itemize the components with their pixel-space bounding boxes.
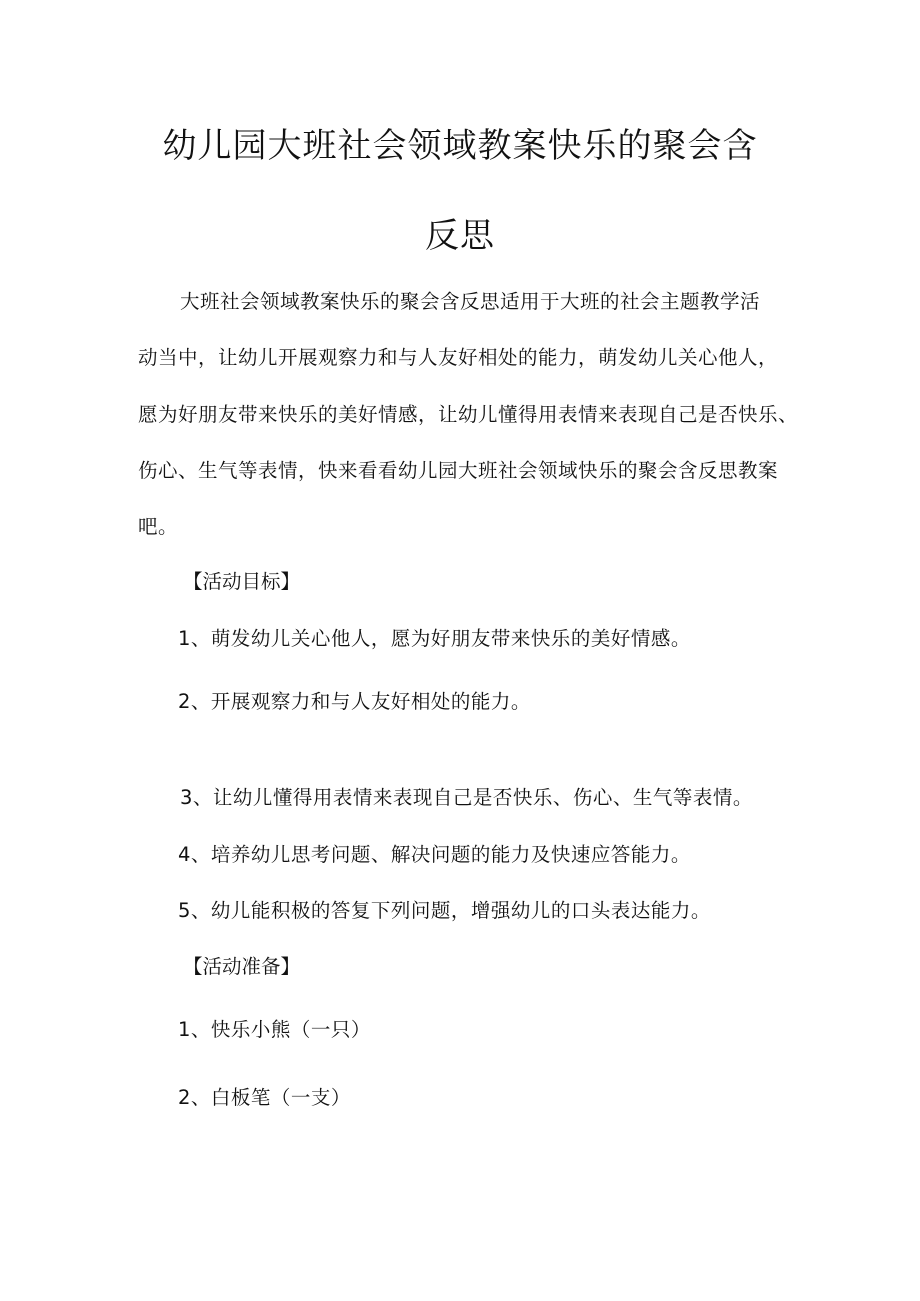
goal-item: 1、萌发幼儿关心他人，愿为好朋友带来快乐的美好情感。 bbox=[178, 627, 691, 650]
goal-item: 3、让幼儿懂得用表情来表现自己是否快乐、伤心、生气等表情。 bbox=[180, 786, 753, 809]
goal-item: 5、幼儿能积极的答复下列问题，增强幼儿的口头表达能力。 bbox=[178, 899, 711, 922]
intro-paragraph-line: 大班社会领域教案快乐的聚会含反思适用于大班的社会主题教学活 bbox=[180, 290, 761, 313]
preparation-item: 2、白板笔（一支） bbox=[178, 1086, 351, 1109]
goals-heading: 【活动目标】 bbox=[183, 570, 301, 593]
intro-paragraph-line: 愿为好朋友带来快乐的美好情感，让幼儿懂得用表情来表现自己是否快乐、 bbox=[138, 403, 799, 426]
goal-item: 2、开展观察力和与人友好相处的能力。 bbox=[178, 690, 531, 713]
intro-paragraph-line: 吧。 bbox=[138, 515, 179, 538]
intro-paragraph-line: 伤心、生气等表情，快来看看幼儿园大班社会领域快乐的聚会含反思教案 bbox=[138, 459, 779, 482]
document-title-line-1: 幼儿园大班社会领域教案快乐的聚会含 bbox=[162, 126, 758, 166]
intro-paragraph-line: 动当中，让幼儿开展观察力和与人友好相处的能力，萌发幼儿关心他人， bbox=[138, 346, 779, 369]
document-title-line-2: 反思 bbox=[425, 216, 495, 256]
goal-item: 4、培养幼儿思考问题、解决问题的能力及快速应答能力。 bbox=[178, 843, 691, 866]
preparation-heading: 【活动准备】 bbox=[183, 955, 301, 978]
preparation-item: 1、快乐小熊（一只） bbox=[178, 1018, 371, 1041]
